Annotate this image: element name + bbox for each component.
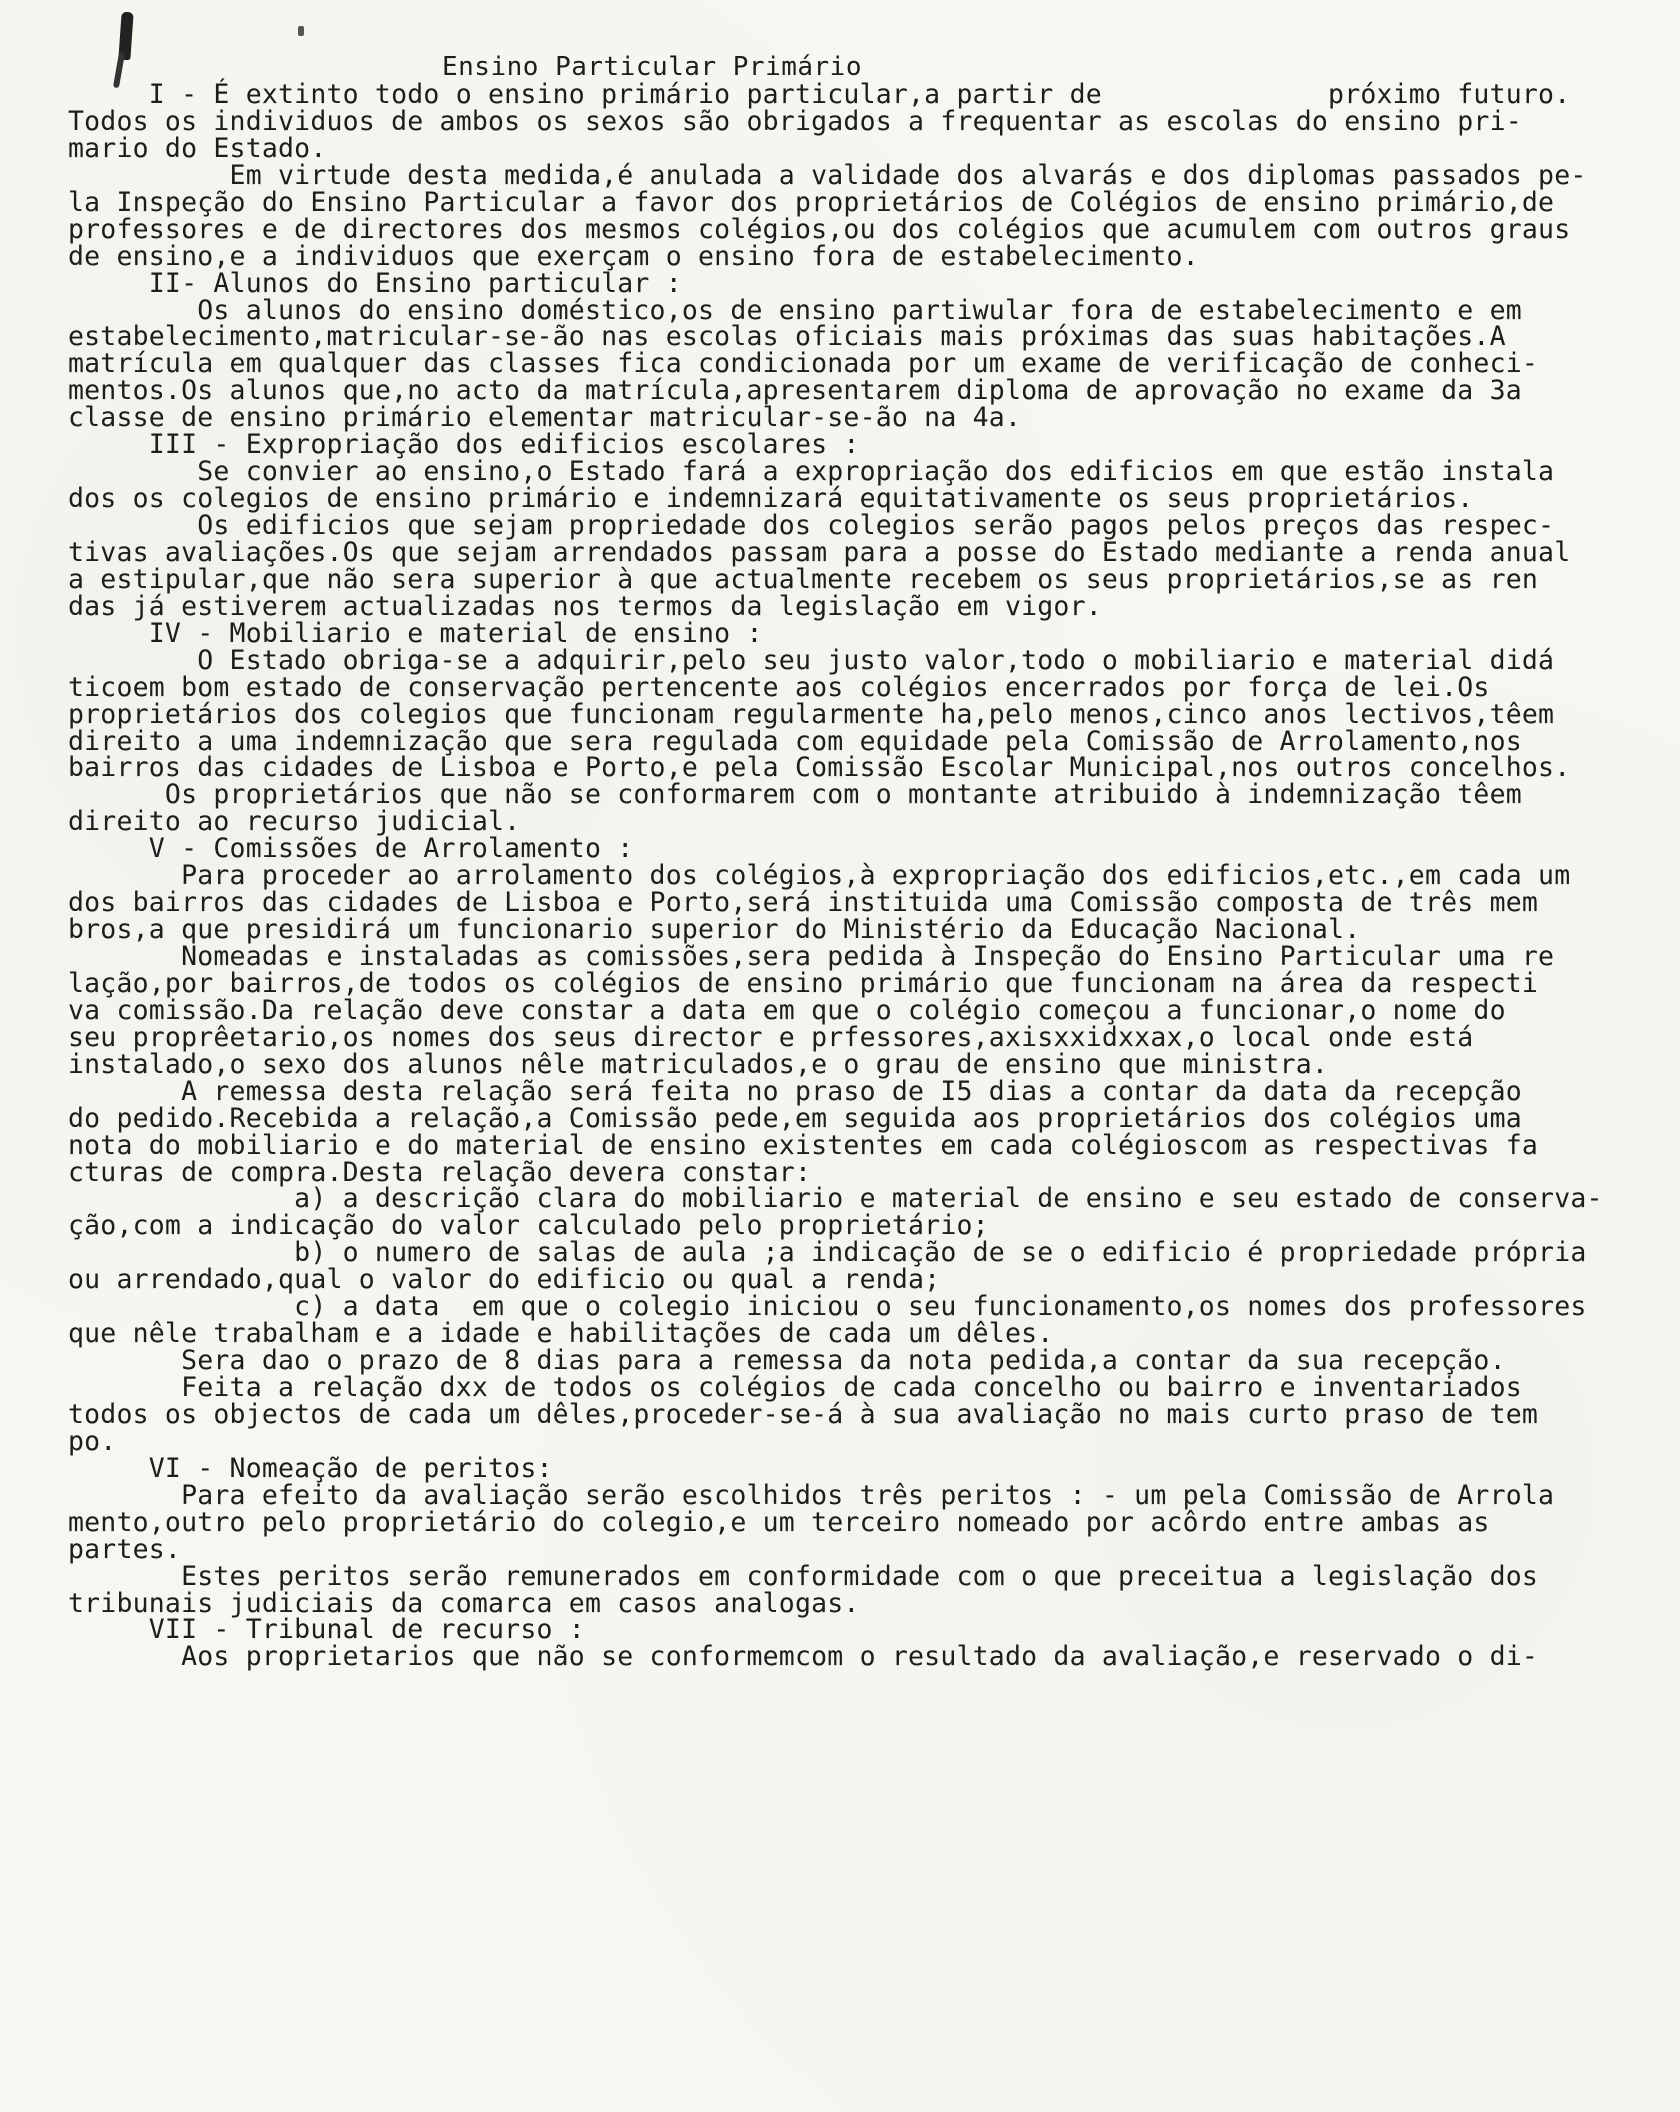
text-line: Os alunos do ensino doméstico,os de ensino partiwular fora de estabelecimento e em [68,294,1522,326]
text-line: direito ao recurso judicial. [68,806,521,838]
document-title: Ensino Particular Primário [442,52,862,82]
text-line: b) o numero de salas de aula ;a indicação de se o edificio é propriedade própria [68,1237,1587,1269]
text-line: tribunais judiciais da comarca em casos analogas. [68,1587,860,1619]
text-line: cturas de compra.Desta relação devera constar: [68,1156,812,1188]
text-line: III - Expropriação dos edificios escolares : [68,429,860,461]
text-line: Sera dao o prazo de 8 dias para a remessa da nota pedida,a contar da sua recepção. [68,1345,1506,1377]
text-line: seu proprêetario,os nomes dos seus director e prfessores,axisxxidxxax,o local onde está [68,1021,1474,1053]
text-line: que nêle trabalham e a idade e habilitações de cada um dêles. [68,1318,1054,1350]
text-line: todos os objectos de cada um dêles,proceder-se-á à sua avaliação no mais curto praso de tem [68,1398,1539,1430]
text-line: proprietários dos colegios que funcionam regularmente ha,pelo menos,cinco anos lectivos,têem [68,698,1555,730]
text-line: Feita a relação dxx de todos os colégios de cada concelho ou bairro e inventariados [68,1372,1522,1403]
text-line: II- Alunos do Ensino particular : [68,267,682,299]
text-line: la Inspeção do Ensino Particular a favor dos proprietários de Colégios de ensino primário,de [68,186,1555,218]
document-body [68,79,1628,1673]
text-line: I - É extinto todo o ensino primário particular,a partir de próximo futuro. [68,79,1571,110]
text-line: VII - Tribunal de recurso : [68,1614,585,1646]
text-line: mario do Estado. [68,132,327,164]
text-line: do pedido.Recebida a relação,a Comissão pede,em seguida aos proprietários dos colégios uma [68,1102,1522,1134]
text-line: Aos proprietarios que não se conformemcom o resultado da avaliação,e reservado o di- [68,1641,1539,1673]
text-line: A remessa desta relação será feita no praso de I5 dias a contar da data da recepção [68,1075,1522,1107]
text-line: mento,outro pelo proprietário do colegio,e um terceiro nomeado por acôrdo entre ambas as [68,1506,1490,1538]
text-line: direito a uma indemnização que sera regulada com equidade pela Comissão de Arrolamento,nos [68,725,1522,757]
text-line: partes. [68,1533,182,1565]
text-line: dos bairros das cidades de Lisboa e Porto,será instituida uma Comissão composta de três mem [68,887,1539,919]
text-line: V - Comissões de Arrolamento : [68,833,634,865]
text-line: Se convier ao ensino,o Estado fará a expropriação dos edificios em que estão instala [68,456,1555,488]
text-line: professores e de directores dos mesmos colégios,ou dos colégios que acumulem com outros graus [68,213,1571,245]
text-line: tivas avaliações.Os que sejam arrendados passam para a posse do Estado mediante a renda anual [68,536,1571,568]
text-line: Os proprietários que não se conformarem com o montante atribuido à indemnização têem [68,779,1522,811]
text-line: instalado,o sexo dos alunos nêle matriculados,e o grau de ensino que ministra. [68,1048,1329,1080]
text-line: IV - Mobiliario e material de ensino : [68,617,763,649]
text-line: mentos.Os alunos que,no acto da matrícula,apresentarem diploma de aprovação no exame da 3a [68,375,1522,407]
text-line: classe de ensino primário elementar matricular-se-ão na 4a. [68,402,1022,434]
text-line: po. [68,1425,117,1457]
text-line: lação,por bairros,de todos os colégios de ensino primário que funcionam na área da respecti [68,967,1539,999]
text-line: de ensino,e a individuos que exerçam o ensino fora de estabelecimento. [68,240,1199,272]
text-line: Em virtude desta medida,é anulada a validade dos alvarás e dos diplomas passados pe- [68,159,1587,191]
text-line: va comissão.Da relação deve constar a data em que o colégio começou a funcionar,o nome do [68,994,1506,1026]
text-line: c) a data em que o colegio iniciou o seu funcionamento,os nomes dos professores [68,1291,1587,1323]
text-line: a estipular,que não sera superior à que actualmente recebem os seus proprietários,se as ren [68,563,1539,595]
text-line: VI - Nomeação de peritos: [68,1452,553,1484]
text-line: bairros das cidades de Lisboa e Porto,e pela Comissão Escolar Municipal,nos outros concelhos. [68,752,1571,784]
text-line: matrícula em qualquer das classes fica condicionada por um exame de verificação de conheci- [68,348,1539,380]
text-line: Todos os individuos de ambos os sexos são obrigados a frequentar as escolas do ensino pri- [68,105,1522,137]
text-line: ção,com a indicação do valor calculado pelo proprietário; [68,1210,989,1242]
text-line: Os edificios que sejam propriedade dos colegios serão pagos pelos preços das respec- [68,510,1555,541]
text-line: das já estiverem actualizadas nos termos da legislação em vigor. [68,590,1102,622]
text-line: Para efeito da avaliação serão escolhidos três peritos : - um pela Comissão de Arrola [68,1479,1555,1511]
text-line: dos os colegios de ensino primário e indemnizará equitativamente os seus proprietários. [68,483,1474,515]
text-line: ticoem bom estado de conservação pertencente aos colégios encerrados por força de lei.Os [68,671,1490,703]
text-line: nota do mobiliario e do material de ensino existentes em cada colégioscom as respectivas fa [68,1129,1539,1161]
text-line: Para proceder ao arrolamento dos colégios,à expropriação dos edificios,etc.,em cada um [68,860,1571,892]
text-line: ou arrendado,qual o valor do edificio ou qual a renda; [68,1264,941,1296]
text-line: estabelecimento,matricular-se-ão nas escolas oficiais mais próximas das suas habitações.A [68,321,1506,353]
ink-speck-mark [298,26,304,36]
text-line: O Estado obriga-se a adquirir,pelo seu justo valor,todo o mobiliario e material didá [68,644,1555,676]
text-line: Estes peritos serão remunerados em conformidade com o que preceitua a legislação dos [68,1560,1539,1592]
text-line: a) a descrição clara do mobiliario e material de ensino e seu estado de conserva- [68,1183,1603,1215]
text-line: bros,a que presidirá um funcionario superior do Ministério da Educação Nacional. [68,914,1361,946]
text-line: Nomeadas e instaladas as comissões,sera pedida à Inspeção do Ensino Particular uma re [68,941,1555,972]
